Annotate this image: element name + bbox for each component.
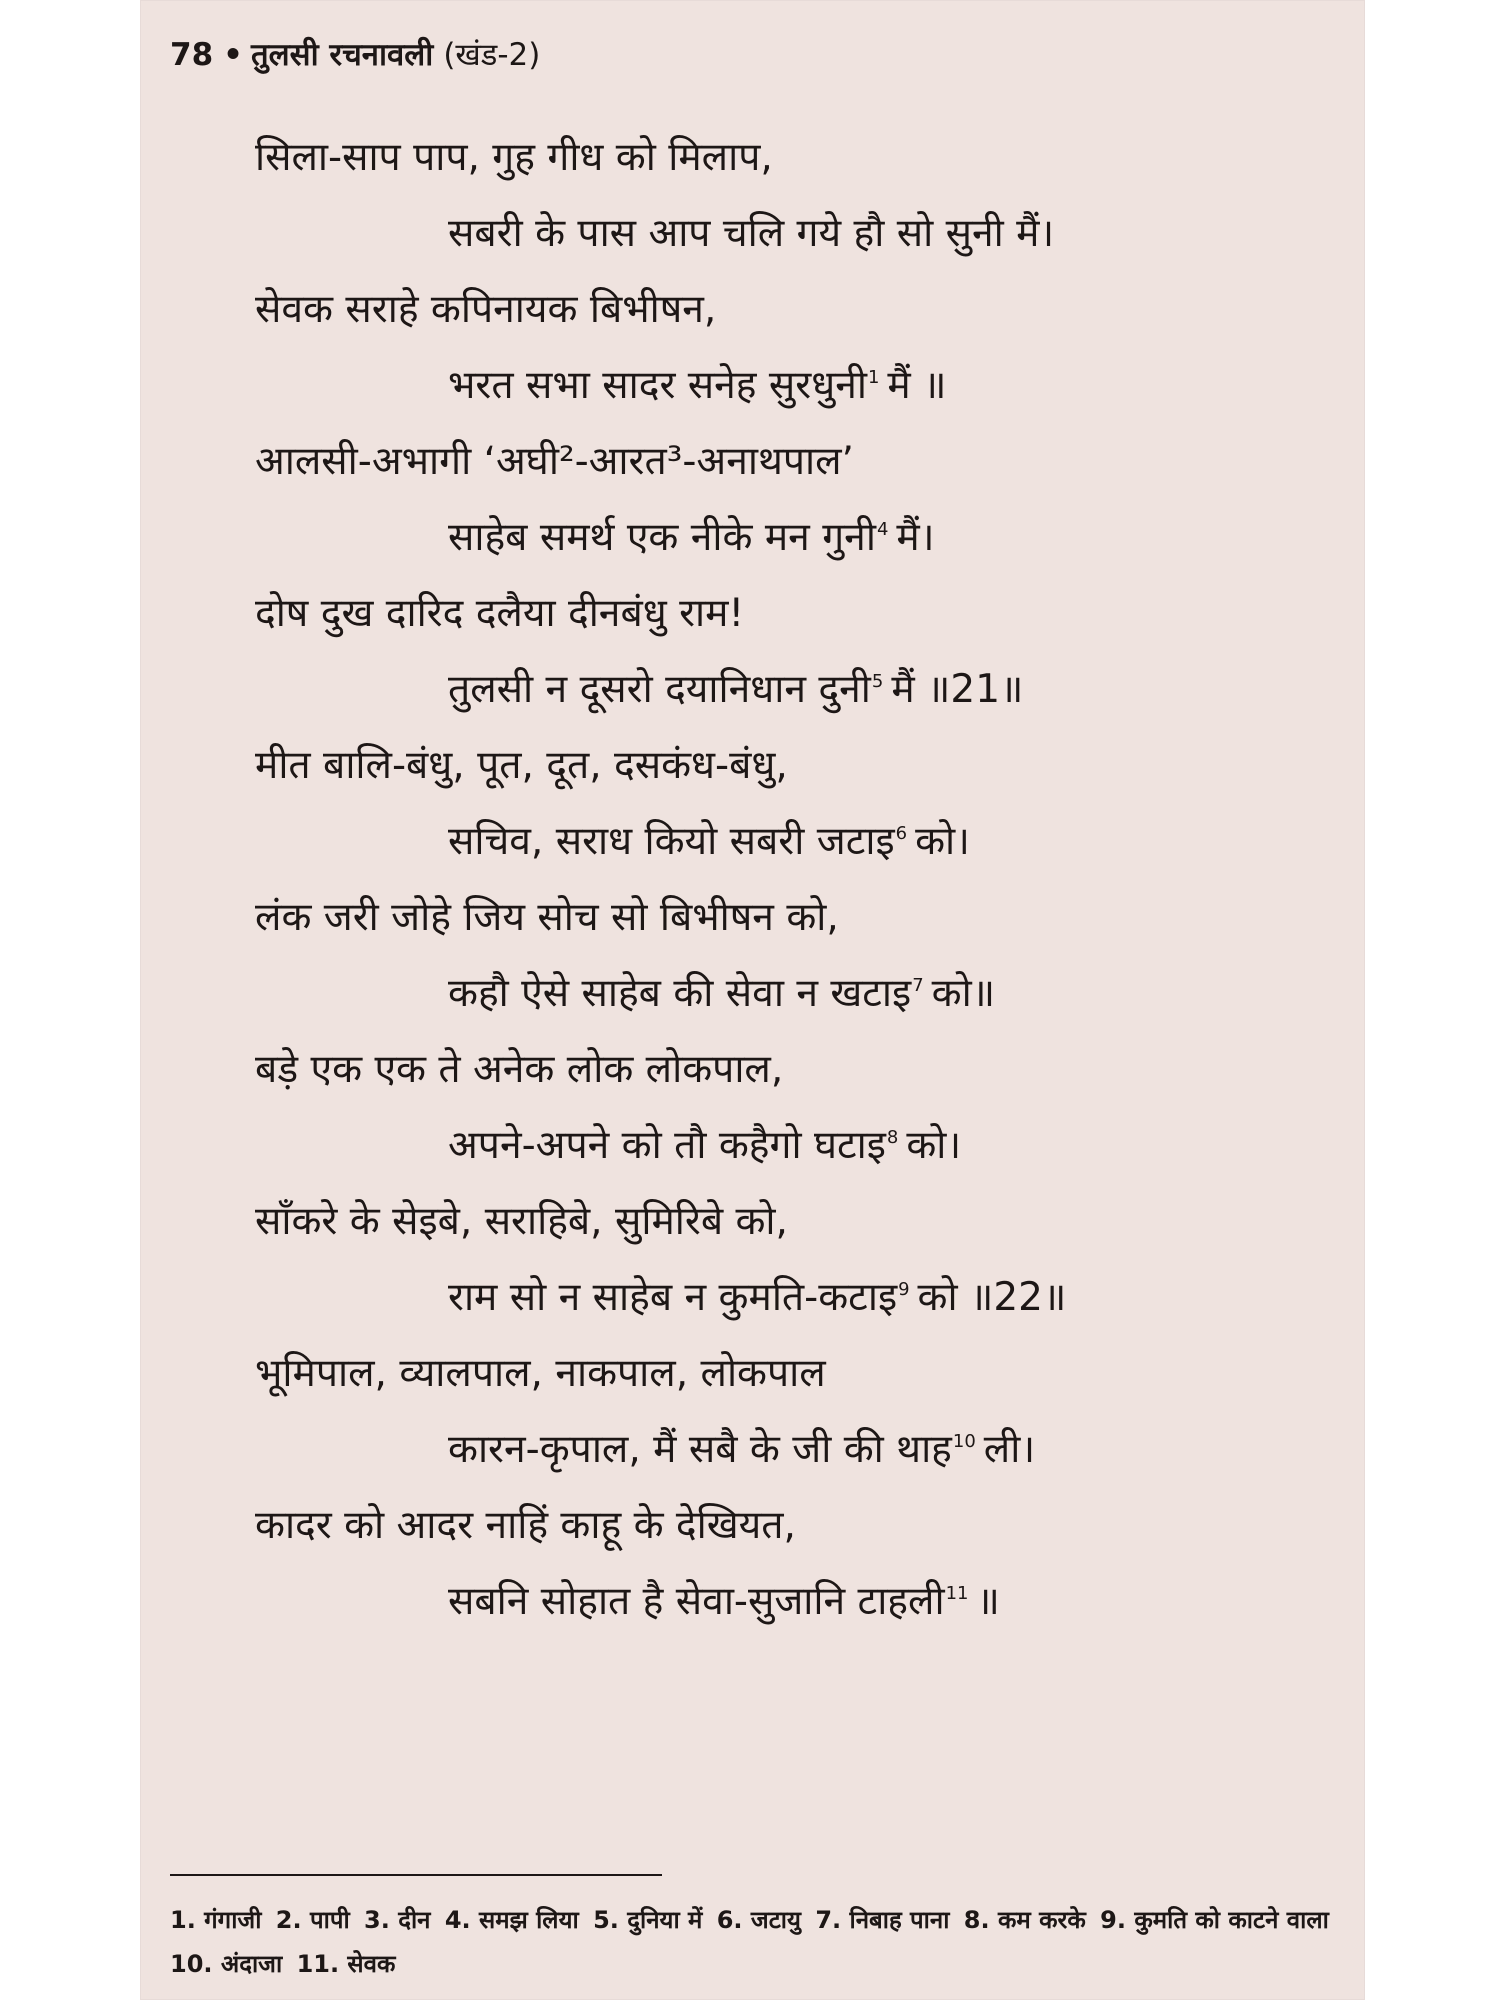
footnote-reference: 9 [898,1279,910,1300]
poem-line [255,728,1305,804]
poem-line-text: सेवक सराहे कपिनायक बिभीषन, [255,287,717,332]
poem-line [255,1412,1305,1488]
footnote-reference: 4 [876,519,889,540]
footnote-reference: 7 [912,975,924,996]
footnote-item: 9. कुमति को काटने वाला [1100,1906,1329,1934]
header-separator: • [223,37,243,73]
poem-line-text: कारन-कृपाल, मैं सबै के जी की थाह [448,1427,952,1472]
poem-line [255,880,1305,956]
footnote-item: 11. सेवक [296,1950,396,1978]
poem-line-ending: को॥ [931,971,996,1016]
poem-line [255,1032,1305,1108]
poem-line-ending: को। [906,1123,962,1168]
book-title: तुलसी रचनावली [250,37,434,73]
poem-line-text: कहौ ऐसे साहेब की सेवा न खटाइ [448,971,912,1016]
poem-line [255,424,1305,500]
poem-line [255,1260,1305,1336]
footnote-item: 1. गंगाजी [170,1906,262,1934]
poem-line-text: दोष दुख दारिद दलैया दीनबंधु राम! [255,591,745,636]
poem-line-text: बड़े एक एक ते अनेक लोक लोकपाल, [255,1047,784,1092]
poem-line [255,120,1305,196]
poem-line-ending: मैं ॥21॥ [891,667,1024,712]
footnote-item: 2. पापी [275,1906,350,1934]
footnote-item: 7. निबाह पाना [815,1906,950,1934]
page-header [170,38,540,72]
poem-line-text: साँकरे के सेइबे, सराहिबे, सुमिरिबे को, [255,1199,788,1244]
poem-line-text: भरत सभा सादर सनेह सुरधुनी [448,363,867,408]
poem-line [255,196,1305,272]
poem-line-text: लंक जरी जोहे जिय सोच सो बिभीषन को, [255,895,839,940]
poem-line-text: सबरी के पास आप चलि गये हौ सो सुनी मैं। [448,211,1055,256]
poem-line-text: सिला-साप पाप, गुह गीध को मिलाप, [255,135,773,180]
footnote-reference: 8 [886,1127,899,1148]
poem-line [255,804,1305,880]
footnote-reference: 10 [952,1431,976,1452]
poem-line-text: सबनि सोहात है सेवा-सुजानि टाहली [448,1579,945,1624]
poem-line [255,956,1305,1032]
footnote-reference: 11 [945,1583,969,1604]
footnote-item: 3. दीन [364,1906,431,1934]
poem-line-text: मीत बालि-बंधु, पूत, दूत, दसकंध-बंधु, [255,743,788,788]
footnote-item: 6. जटायु [716,1906,801,1934]
poem-line-ending: को। [915,819,970,864]
poem-line [255,1336,1305,1412]
footnote-reference: 6 [895,823,908,844]
footnote-divider [170,1874,662,1876]
poem-line [255,1184,1305,1260]
footnote-item: 5. दुनिया में [593,1906,703,1934]
footnote-item: 10. अंदाजा [170,1950,283,1978]
poem-line-text: आलसी-अभागी ‘अघी²-आरत³-अनाथपाल’ [255,439,854,484]
poem-line-ending: मैं ॥ [887,363,947,408]
poem-body [255,120,1305,1640]
poem-line [255,576,1305,652]
poem-line [255,272,1305,348]
poem-line-text: भूमिपाल, व्यालपाल, नाकपाल, लोकपाल [255,1351,826,1396]
poem-line-text: तुलसी न दूसरो दयानिधान दुनी [448,667,871,712]
poem-line-text: साहेब समर्थ एक नीके मन गुनी [448,515,876,560]
poem-line [255,1108,1305,1184]
poem-line-text: कादर को आदर नाहिं काहू के देखियत, [255,1503,796,1548]
footnote-reference: 1 [867,367,880,388]
poem-line-text: अपने-अपने को तौ कहैगो घटाइ [448,1123,886,1168]
poem-line-text: राम सो न साहेब न कुमति-कटाइ [448,1275,898,1320]
footnote-item: 8. कम करके [963,1906,1086,1934]
poem-line-ending: मैं। [896,515,935,560]
poem-line-ending: को ॥22॥ [917,1275,1067,1320]
page-number: 78 [170,37,214,73]
poem-line [255,1564,1305,1640]
poem-line-ending: ली। [983,1427,1036,1472]
poem-line [255,1488,1305,1564]
poem-line-text: सचिव, सराध कियो सबरी जटाइ [448,819,895,864]
footnote-reference: 5 [871,671,884,692]
poem-line [255,348,1305,424]
footnote-item: 4. समझ लिया [444,1906,579,1934]
poem-line [255,652,1305,728]
poem-line-ending: ॥ [976,1579,1000,1624]
footnotes [170,1898,1360,1986]
volume-label: (खंड-2) [443,37,541,73]
poem-line [255,500,1305,576]
